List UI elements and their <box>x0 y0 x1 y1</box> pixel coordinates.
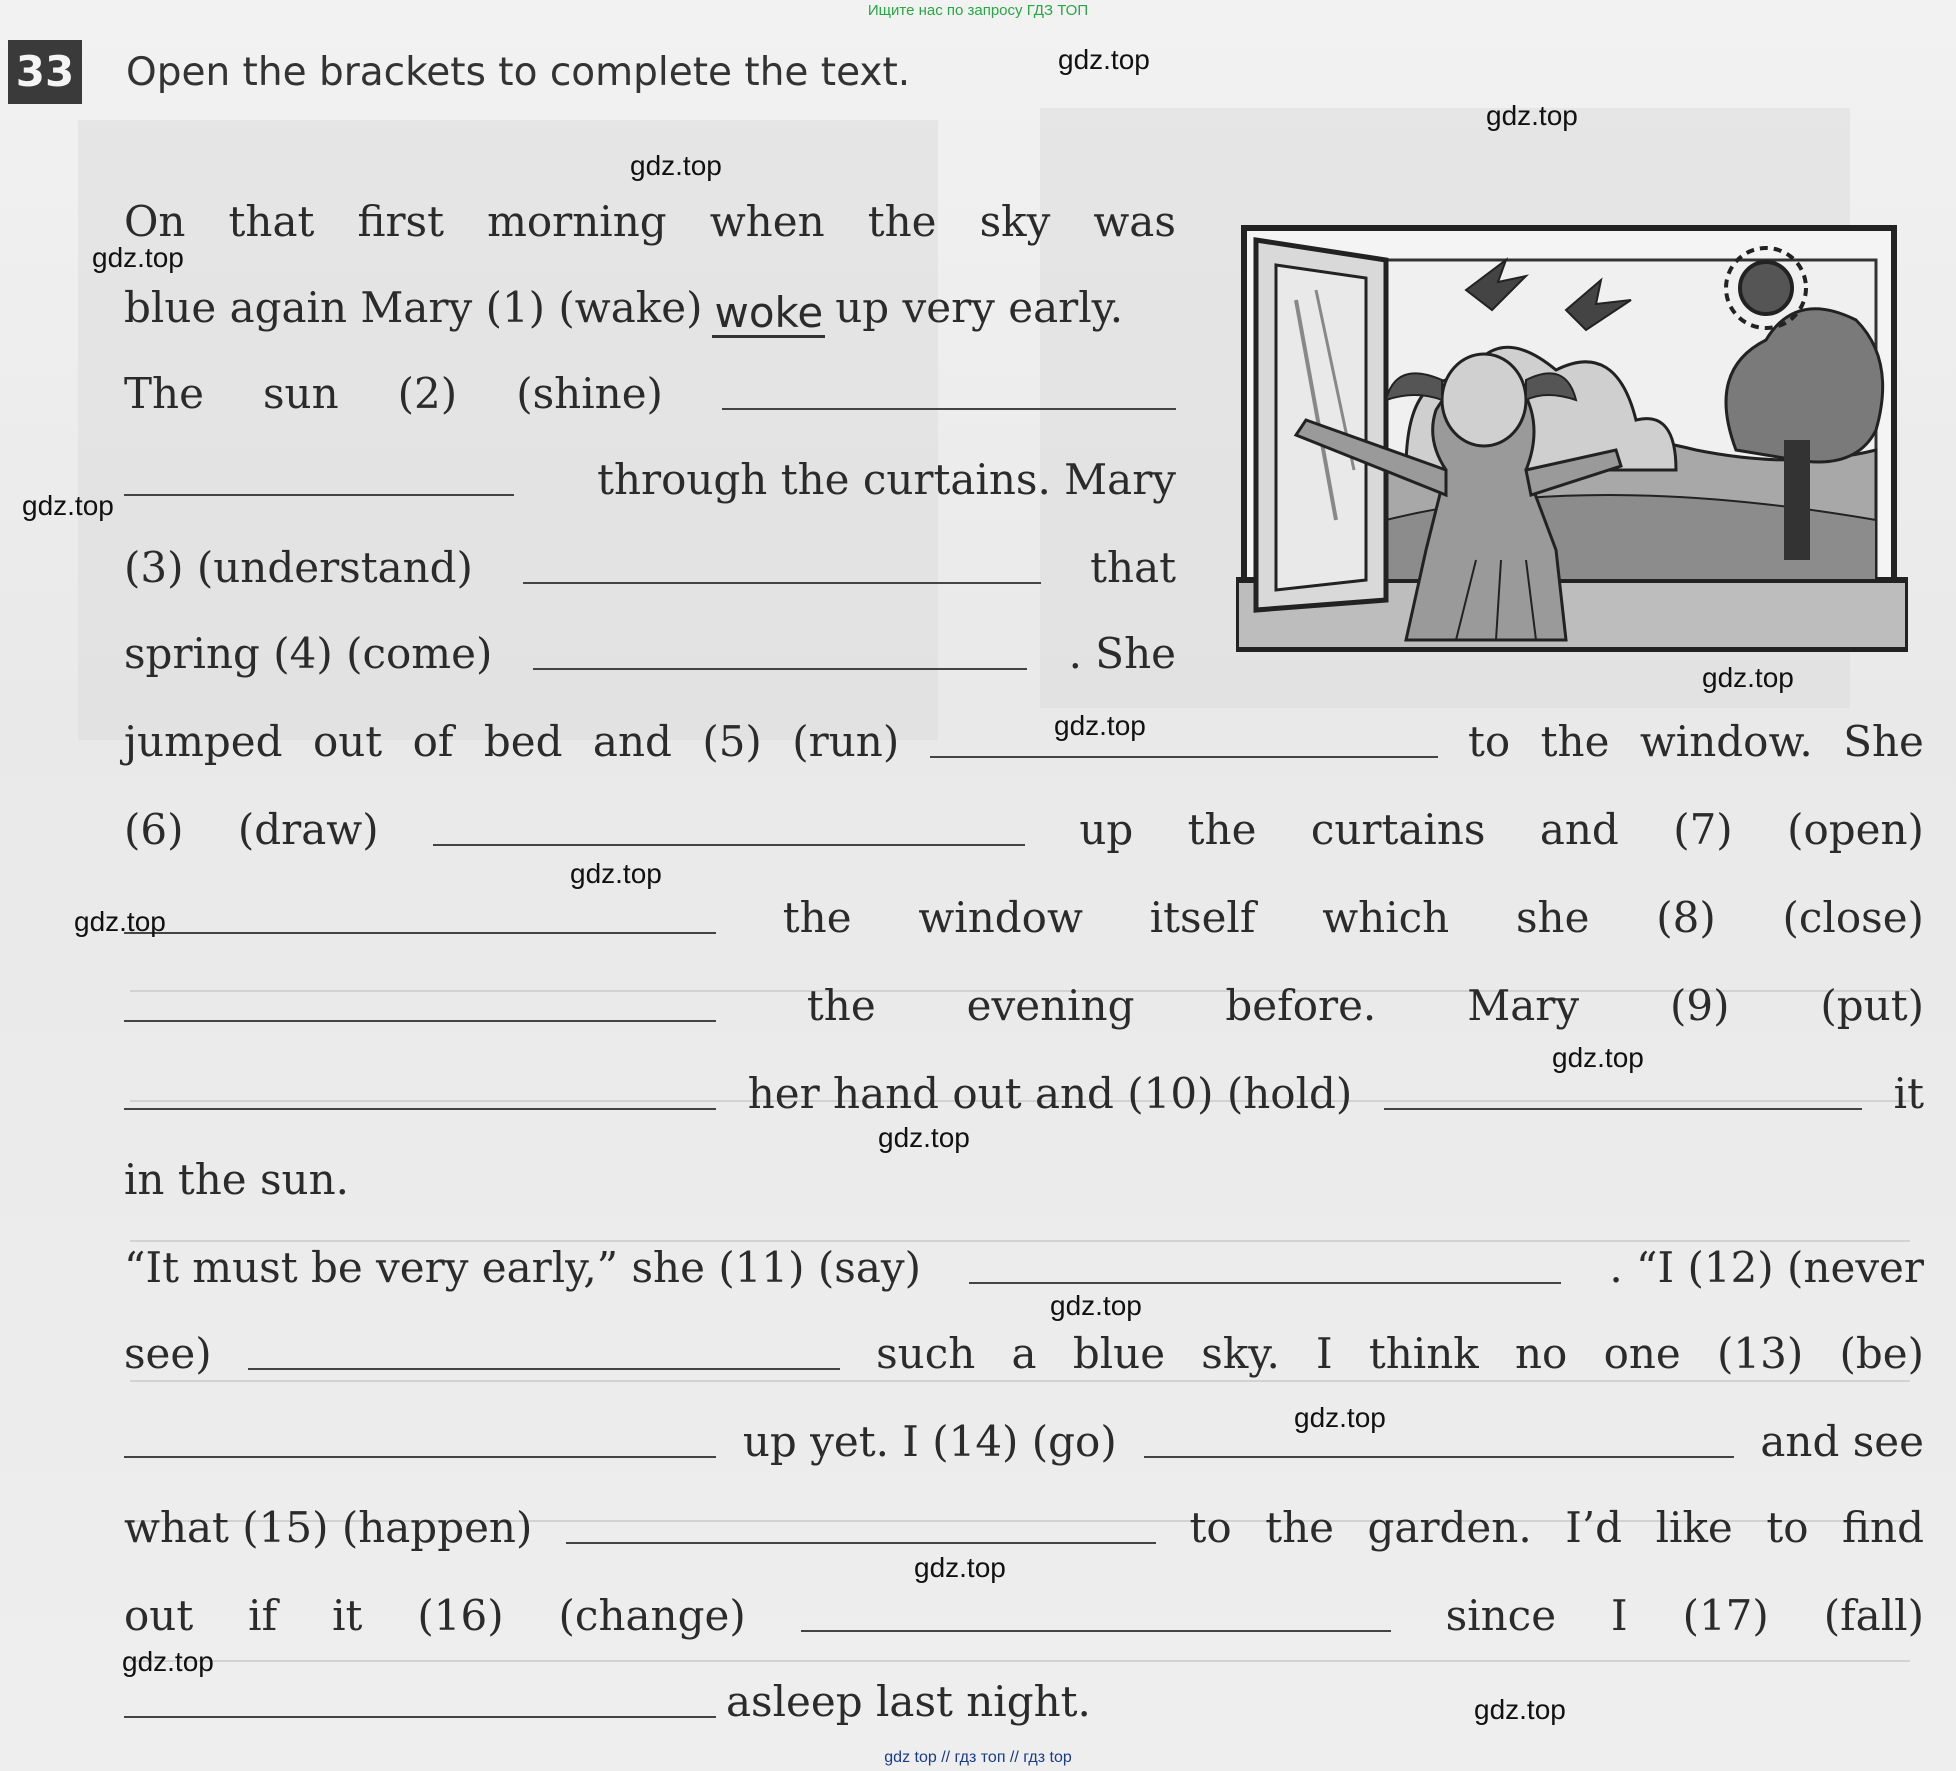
text-line <box>124 450 1176 510</box>
filled-answer-1: woke <box>714 288 824 337</box>
text-word: (7) <box>1673 805 1733 854</box>
text-segment: that <box>1090 543 1176 592</box>
text-word: (put) <box>1820 981 1924 1030</box>
text-word: one <box>1603 1329 1681 1378</box>
text-word: Mary <box>1467 981 1580 1030</box>
text-word: out <box>124 1591 194 1640</box>
text-word: I <box>1316 1329 1333 1378</box>
text-word: see) <box>124 1329 212 1378</box>
watermark: gdz.top <box>1474 1694 1566 1725</box>
text-word: and <box>592 717 672 766</box>
text-word: garden. <box>1367 1503 1532 1552</box>
answer-blank-17[interactable] <box>124 1716 716 1718</box>
text-word: (9) <box>1669 981 1730 1030</box>
text-segment: up very early. <box>835 283 1124 332</box>
answer-blank-11[interactable] <box>969 1282 1561 1284</box>
text-word: when <box>709 197 825 246</box>
text-word: (open) <box>1787 805 1924 854</box>
text-segment: it <box>1893 1069 1924 1118</box>
text-word: before. <box>1225 981 1377 1030</box>
text-word: if <box>248 1591 278 1640</box>
text-word: (change) <box>558 1591 746 1640</box>
answer-blank-13[interactable] <box>124 1456 716 1458</box>
text-line <box>124 538 1176 598</box>
text-word: which <box>1322 893 1450 942</box>
watermark: gdz.top <box>570 858 662 889</box>
answer-blank-7[interactable] <box>124 932 716 934</box>
text-word: since <box>1445 1591 1557 1640</box>
girl-opening-window-icon <box>1236 220 1908 652</box>
text-word: I <box>1611 1591 1628 1640</box>
text-word: a <box>1011 1329 1037 1378</box>
text-word: blue <box>1072 1329 1166 1378</box>
text-segment: in the sun. <box>124 1155 349 1204</box>
watermark: gdz.top <box>1058 44 1150 75</box>
text-word: (run) <box>792 717 900 766</box>
text-segment: what (15) (happen) <box>124 1503 533 1552</box>
text-word: evening <box>966 981 1135 1030</box>
text-word: jumped <box>124 717 283 766</box>
text-line <box>124 1238 1924 1298</box>
text-line <box>124 888 1924 948</box>
text-word: bed <box>483 717 563 766</box>
exercise-number: 33 <box>8 40 82 104</box>
text-segment: and see <box>1760 1417 1924 1466</box>
text-segment: (3) (understand) <box>124 543 473 592</box>
text-word: no <box>1514 1329 1568 1378</box>
text-word: itself <box>1149 893 1256 942</box>
answer-blank-10[interactable] <box>1384 1108 1862 1110</box>
text-word: such <box>876 1329 976 1378</box>
text-word: morning <box>487 197 667 246</box>
answer-blank-3[interactable] <box>523 582 1041 584</box>
text-line <box>124 624 1176 684</box>
answer-blank-9[interactable] <box>124 1108 716 1110</box>
text-segment: spring (4) (come) <box>124 629 493 678</box>
text-word: to <box>1468 717 1511 766</box>
text-word: I’d <box>1565 1503 1623 1552</box>
answer-blank-15[interactable] <box>566 1542 1156 1544</box>
text-word: (be) <box>1839 1329 1924 1378</box>
answer-blank-14[interactable] <box>1144 1456 1734 1458</box>
watermark: gdz.top <box>1702 662 1794 693</box>
text-word: (shine) <box>516 369 663 418</box>
text-word: (draw) <box>237 805 379 854</box>
text-word: to <box>1766 1503 1809 1552</box>
text-word: and <box>1539 805 1619 854</box>
text-word: to <box>1189 1503 1232 1552</box>
text-word: The <box>124 369 204 418</box>
text-segment: asleep last night. <box>726 1677 1091 1726</box>
text-segment: blue again Mary (1) (wake) <box>124 283 703 332</box>
text-word: window. <box>1639 717 1813 766</box>
text-word: sun <box>262 369 339 418</box>
watermark: gdz.top <box>1552 1042 1644 1073</box>
watermark: gdz.top <box>914 1552 1006 1583</box>
text-word: (5) <box>702 717 762 766</box>
text-line <box>124 1672 1924 1732</box>
answer-blank-16[interactable] <box>801 1630 1391 1632</box>
exercise-instruction: Open the brackets to complete the text. <box>126 50 911 95</box>
text-word: up <box>1079 805 1134 854</box>
text-word: the <box>806 981 876 1030</box>
text-word: (2) <box>397 369 458 418</box>
text-line <box>124 1586 1924 1646</box>
text-word: She <box>1843 717 1924 766</box>
watermark: gdz.top <box>1050 1290 1142 1321</box>
text-line <box>124 1324 1924 1384</box>
text-word: like <box>1655 1503 1733 1552</box>
text-word: (16) <box>417 1591 504 1640</box>
text-word: was <box>1093 197 1176 246</box>
text-line <box>124 364 1176 424</box>
text-segment: . She <box>1068 629 1176 678</box>
text-word: find <box>1842 1503 1924 1552</box>
text-word: (8) <box>1656 893 1716 942</box>
watermark: gdz.top <box>878 1122 970 1153</box>
text-word: sky <box>979 197 1051 246</box>
watermark: gdz.top <box>74 906 166 937</box>
text-word: (fall) <box>1823 1591 1924 1640</box>
answer-blank-2[interactable] <box>722 408 1176 410</box>
text-line <box>124 712 1924 772</box>
answer-blank-12[interactable] <box>248 1368 840 1370</box>
watermark: gdz.top <box>92 242 184 273</box>
text-line <box>124 1064 1924 1124</box>
answer-blank-4[interactable] <box>533 668 1027 670</box>
text-segment: up yet. I (14) (go) <box>742 1417 1117 1466</box>
text-line <box>124 1498 1924 1558</box>
watermark: gdz.top <box>22 490 114 521</box>
text-word: the <box>782 893 852 942</box>
text-segment: “It must be very early,” she (11) (say) <box>124 1243 921 1292</box>
text-word: (13) <box>1717 1329 1804 1378</box>
watermark: gdz.top <box>122 1646 214 1677</box>
text-word: first <box>357 197 444 246</box>
text-word: that <box>228 197 315 246</box>
answer-blank-8[interactable] <box>124 1020 716 1022</box>
answer-blank-5[interactable] <box>930 756 1438 758</box>
text-word: think <box>1368 1329 1479 1378</box>
text-line <box>124 278 1176 338</box>
answer-blank-2-cont[interactable] <box>124 494 514 496</box>
text-word: out <box>312 717 383 766</box>
watermark: gdz.top <box>1294 1402 1386 1433</box>
text-word: curtains <box>1310 805 1486 854</box>
text-word: the <box>1265 1503 1334 1552</box>
text-word: the <box>867 197 937 246</box>
text-segment: through the curtains. Mary <box>597 455 1176 504</box>
text-word: the <box>1540 717 1610 766</box>
watermark: gdz.top <box>1054 710 1146 741</box>
text-line <box>124 192 1176 252</box>
text-word: (close) <box>1782 893 1924 942</box>
text-word: of <box>412 717 454 766</box>
bleed-line <box>130 1660 1910 1662</box>
watermark: gdz.top <box>1486 100 1578 131</box>
watermark: gdz.top <box>630 150 722 181</box>
text-line <box>124 976 1924 1036</box>
answer-blank-6[interactable] <box>433 844 1025 846</box>
footer-links[interactable]: gdz top // гдз топ // гдз top <box>884 1749 1072 1766</box>
text-segment: her hand out and (10) (hold) <box>747 1069 1353 1118</box>
text-word: On <box>124 197 186 246</box>
text-word: she <box>1515 893 1590 942</box>
text-line <box>124 800 1924 860</box>
text-word: it <box>332 1591 363 1640</box>
text-word: window <box>918 893 1083 942</box>
text-word: (6) <box>124 805 184 854</box>
text-word: the <box>1187 805 1257 854</box>
search-banner[interactable]: Ищите нас по запросу ГДЗ ТОП <box>867 2 1089 19</box>
text-line <box>124 1412 1924 1472</box>
text-word: (17) <box>1682 1591 1769 1640</box>
text-segment: . “I (12) (never <box>1609 1243 1924 1292</box>
text-line <box>124 1150 1924 1210</box>
text-word: sky. <box>1201 1329 1280 1378</box>
